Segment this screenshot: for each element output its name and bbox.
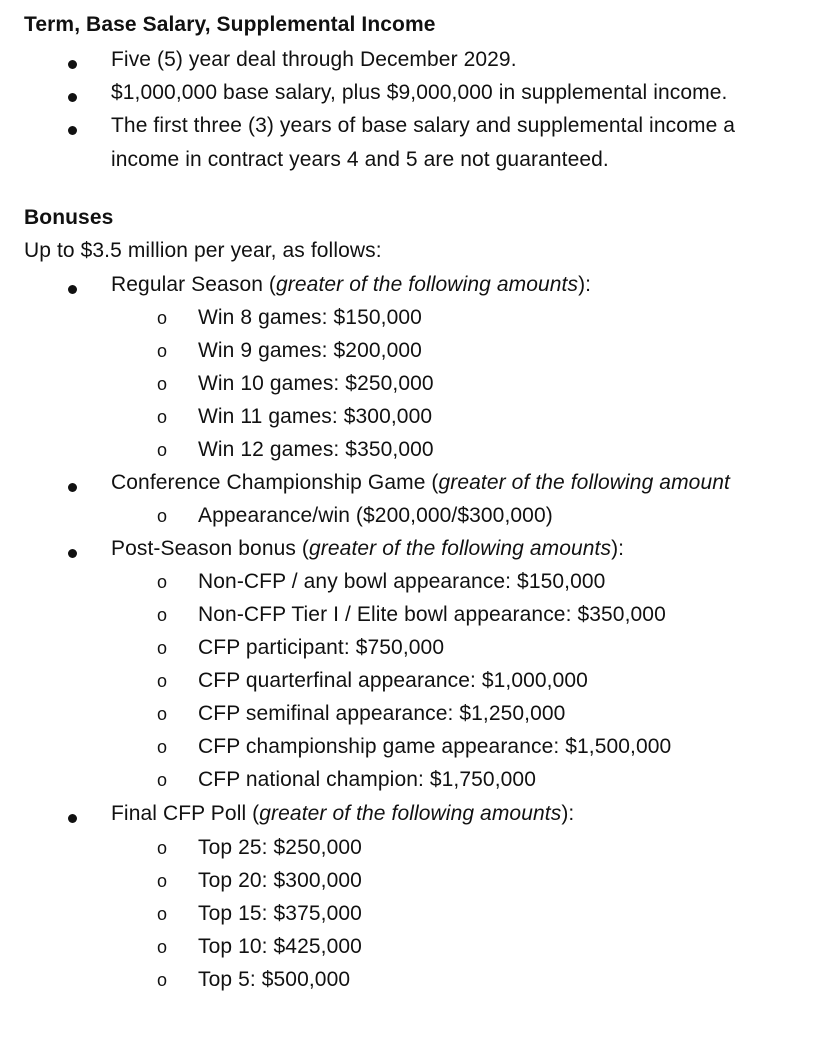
group-label-italic: greater of the following amounts — [309, 537, 612, 560]
sub-item: CFP semifinal appearance: $1,250,000 — [198, 702, 566, 725]
sub-item: Appearance/win ($200,000/$300,000) — [198, 504, 553, 527]
bullet-icon — [68, 549, 77, 558]
group-label-final-cfp-poll — [111, 800, 574, 828]
term-item-2: $1,000,000 base salary, plus $9,000,000 in supplemental income. — [111, 81, 728, 104]
sub-item: Win 11 games: $300,000 — [198, 405, 433, 428]
sub-bullet-icon: o — [157, 770, 168, 790]
group-label-end: ): — [578, 273, 592, 296]
sub-bullet-icon: o — [157, 308, 168, 328]
group-label-end: ): — [611, 537, 625, 560]
sub-bullet-icon: o — [157, 341, 168, 361]
group-label-text: Conference Championship Game ( — [111, 471, 439, 494]
sub-bullet-icon: o — [157, 970, 168, 990]
bonuses-heading: Bonuses — [24, 206, 114, 229]
sub-item: Top 25: $250,000 — [198, 836, 362, 859]
sub-bullet-icon: o — [157, 704, 168, 724]
sub-bullet-icon: o — [157, 871, 168, 891]
sub-item: CFP national champion: $1,750,000 — [198, 768, 536, 791]
term-heading: Term, Base Salary, Supplemental Income — [24, 13, 436, 36]
sub-bullet-icon: o — [157, 572, 168, 592]
term-item-1: Five (5) year deal through December 2029. — [111, 48, 517, 71]
group-label-post-season — [111, 535, 624, 563]
sub-bullet-icon: o — [157, 638, 168, 658]
sub-item: Top 20: $300,000 — [198, 869, 362, 892]
sub-item: Top 5: $500,000 — [198, 968, 351, 991]
bullet-icon — [68, 60, 77, 69]
sub-bullet-icon: o — [157, 407, 168, 427]
sub-bullet-icon: o — [157, 838, 168, 858]
sub-bullet-icon: o — [157, 937, 168, 957]
group-label-text: Post-Season bonus ( — [111, 537, 310, 560]
term-item-3-continued: income in contract years 4 and 5 are not guaranteed. — [111, 148, 609, 171]
sub-item: Non-CFP / any bowl appearance: $150,000 — [198, 570, 606, 593]
sub-bullet-icon: o — [157, 737, 168, 757]
sub-bullet-icon: o — [157, 440, 168, 460]
sub-item: Win 10 games: $250,000 — [198, 372, 434, 395]
sub-item: Win 12 games: $350,000 — [198, 438, 434, 461]
sub-item: Top 10: $425,000 — [198, 935, 362, 958]
group-label-regular-season — [111, 271, 591, 299]
group-label-text: Final CFP Poll ( — [111, 802, 260, 825]
sub-item: Top 15: $375,000 — [198, 902, 362, 925]
group-label-italic: greater of the following amounts — [276, 273, 579, 296]
bullet-icon — [68, 93, 77, 102]
sub-item: CFP quarterfinal appearance: $1,000,000 — [198, 669, 588, 692]
bullet-icon — [68, 285, 77, 294]
term-item-3: The first three (3) years of base salary and supplemental income a — [111, 114, 736, 137]
bullet-icon — [68, 814, 77, 823]
sub-bullet-icon: o — [157, 374, 168, 394]
sub-bullet-icon: o — [157, 506, 168, 526]
group-label-text: Regular Season ( — [111, 273, 277, 296]
sub-bullet-icon: o — [157, 671, 168, 691]
sub-item: CFP participant: $750,000 — [198, 636, 445, 659]
bonuses-intro: Up to $3.5 million per year, as follows: — [24, 239, 382, 262]
sub-bullet-icon: o — [157, 904, 168, 924]
sub-item: Win 9 games: $200,000 — [198, 339, 422, 362]
bullet-icon — [68, 483, 77, 492]
bullet-icon — [68, 126, 77, 135]
group-label-italic: greater of the following amounts — [259, 802, 562, 825]
group-label-conference-championship — [111, 469, 730, 497]
group-label-italic: greater of the following amount — [438, 471, 730, 494]
sub-item: Non-CFP Tier I / Elite bowl appearance: $350,000 — [198, 603, 666, 626]
sub-item: CFP championship game appearance: $1,500,000 — [198, 735, 672, 758]
group-label-end: ): — [561, 802, 575, 825]
sub-bullet-icon: o — [157, 605, 168, 625]
sub-item: Win 8 games: $150,000 — [198, 306, 422, 329]
